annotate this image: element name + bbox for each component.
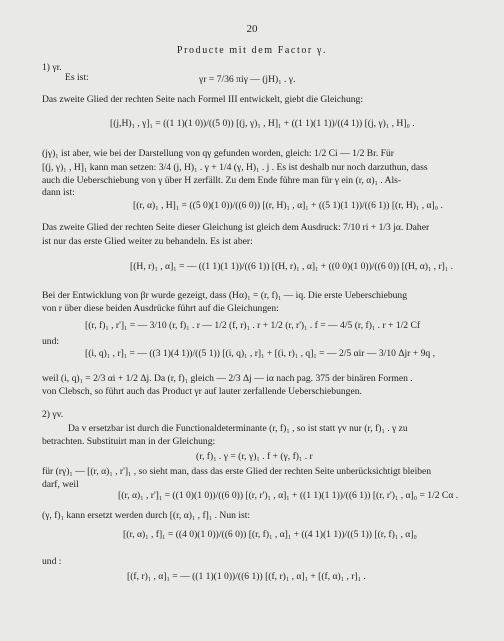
text-line: [(i, q)₁ , r]₁ = — ((3 1)(4 1))/((5 1)) [(i, q)₁ , r]₁ + [(i, r)₁ , q]₁ = — 2/5 αir — 3/10 Δjr + 9q , [85, 348, 435, 359]
section-title: Producte mit dem Factor γ. [176, 45, 328, 56]
text-line: Es ist: [65, 72, 89, 83]
text-line: ist nur das erste Glied weiter zu behandeln. Es ist aber: [42, 236, 253, 247]
page-number: 20 [246, 23, 258, 35]
text-line: [(r, α)₁ , r']₁ = ((1 0)(1 0))/((6 0)) [(r, r')₁ , α]₁ + ((1 1)(1 1))/((6 1)) [(r, r')₁ , α]₀ = 1/2 Cα . [118, 490, 459, 501]
text-line: [(j,H)₁ , γ]₁ = ((1 1)(1 0))/((5 0)) [(j, γ)₁ , H]₁ + ((1 1)(1 1))/((4 1)) [(j, γ)₁ , H]₀ . [110, 118, 415, 129]
text-line: [(j, γ)₁ , H]₁ kann man setzen: 3/4 (j, H)₁ . γ + 1/4 (γ, H)₁ . j . Es ist deshalb nur noch darzuthun, dass [42, 162, 428, 173]
text-line: [(H, r)₁ , α]₁ = — ((1 1)(1 1))/((6 1)) [(H, r)₁ , α]₁ + ((0 0)(1 0))/((6 0)) [(H, α)₁ , r]₁ . [130, 261, 454, 272]
text-line: Bei der Entwicklung von βr wurde gezeigt, dass (Hα)₁ = (r, f)₁ — iq. Die erste Ueberschiebung [42, 290, 408, 301]
text-line: weil (i, q)₁ = 2/3 αi + 1/2 Δj. Da (r, f)₁ gleich — 2/3 Δj — iα nach pag. 375 der binären Formen . [42, 373, 413, 384]
text-line: für (rγ)₁ — [(r, α)₁ , r']₁ , so sieht man, dass das erste Glied der rechten Seite unberücksichtigt bleiben [42, 466, 432, 477]
text-line: (jγ)₁ ist aber, wie bei der Darstellung von qγ gefunden worden, gleich: 1/2 Ci — 1/2 Br. Für [42, 148, 394, 159]
text-line: Das zweite Glied der rechten Seite nach Formel III entwickelt, giebt die Gleichung: [42, 94, 364, 105]
text-line: betrachten. Substituirt man in der Gleichung: [42, 436, 216, 447]
text-line: dann ist: [42, 187, 75, 198]
text-line: und : [42, 556, 62, 567]
text-line: auch die Ueberschiebung von γ über H zerfällt. Zu dem Ende führe man für γ ein (r, α)₁ . Als- [42, 175, 402, 186]
text-line: [(r, α)₁ , H]₁ = ((5 0)(1 0))/((6 0)) [(r, H)₁ , α]₁ + ((5 1)(1 1))/((6 1)) [(r, H)₁ , α]₀ . [133, 200, 443, 211]
text-line: [(r, f)₁ , r']₁ = — 3/10 (r, f)₁ . r — 1/2 (f, r)₁ . r + 1/2 (r, r')₁ . f = — 4/5 (r, f)₁ . r + 1/2 Cf [85, 320, 421, 331]
text-line: γr = 7/36 πiγ — (jH)₁ . γ. [199, 74, 296, 85]
text-line: 2) γv. [42, 409, 64, 420]
text-line: (γ, f)₁ kann ersetzt werden durch [(r, α)₁ , f]₁ . Nun ist: [42, 510, 251, 521]
text-line: von Clebsch, so führt auch das Product γr auf lauter zerfallende Ueberschiebungen. [42, 386, 362, 397]
text-line: und: [42, 336, 60, 347]
text-line: darf, weil [42, 479, 79, 490]
text-line: (r, f)₁ . γ = (r, γ)₁ . f + (γ, f)₁ . r [196, 451, 313, 462]
text-line: Das zweite Glied der rechten Seite dieser Gleichung ist gleich dem Ausdruck: 7/10 ri + 1/3 jα. Daher [42, 222, 430, 233]
text-line: Da v ersetzbar ist durch die Functionaldeterminante (r, f)₁ , so ist statt γv nur (r, f)₁ . γ zu [68, 423, 408, 434]
text-line: [(f, r)₁ , α]₁ = — ((1 1)(1 0))/((6 1)) [(f, r)₁ , α]₁ + [(f, α)₁ , r]₁ . [127, 571, 366, 582]
text-line: [(r, α)₁ , f]₁ = ((4 0)(1 0))/((6 0)) [(r, f)₁ , α]₁ + ((4 1)(1 1))/((5 1)) [(r, f)₁ , α]₀ [123, 529, 417, 540]
text-line: 1) γr. [42, 62, 62, 73]
text-line: von r über diese beiden Ausdrücke führt auf die Gleichungen: [42, 303, 279, 314]
